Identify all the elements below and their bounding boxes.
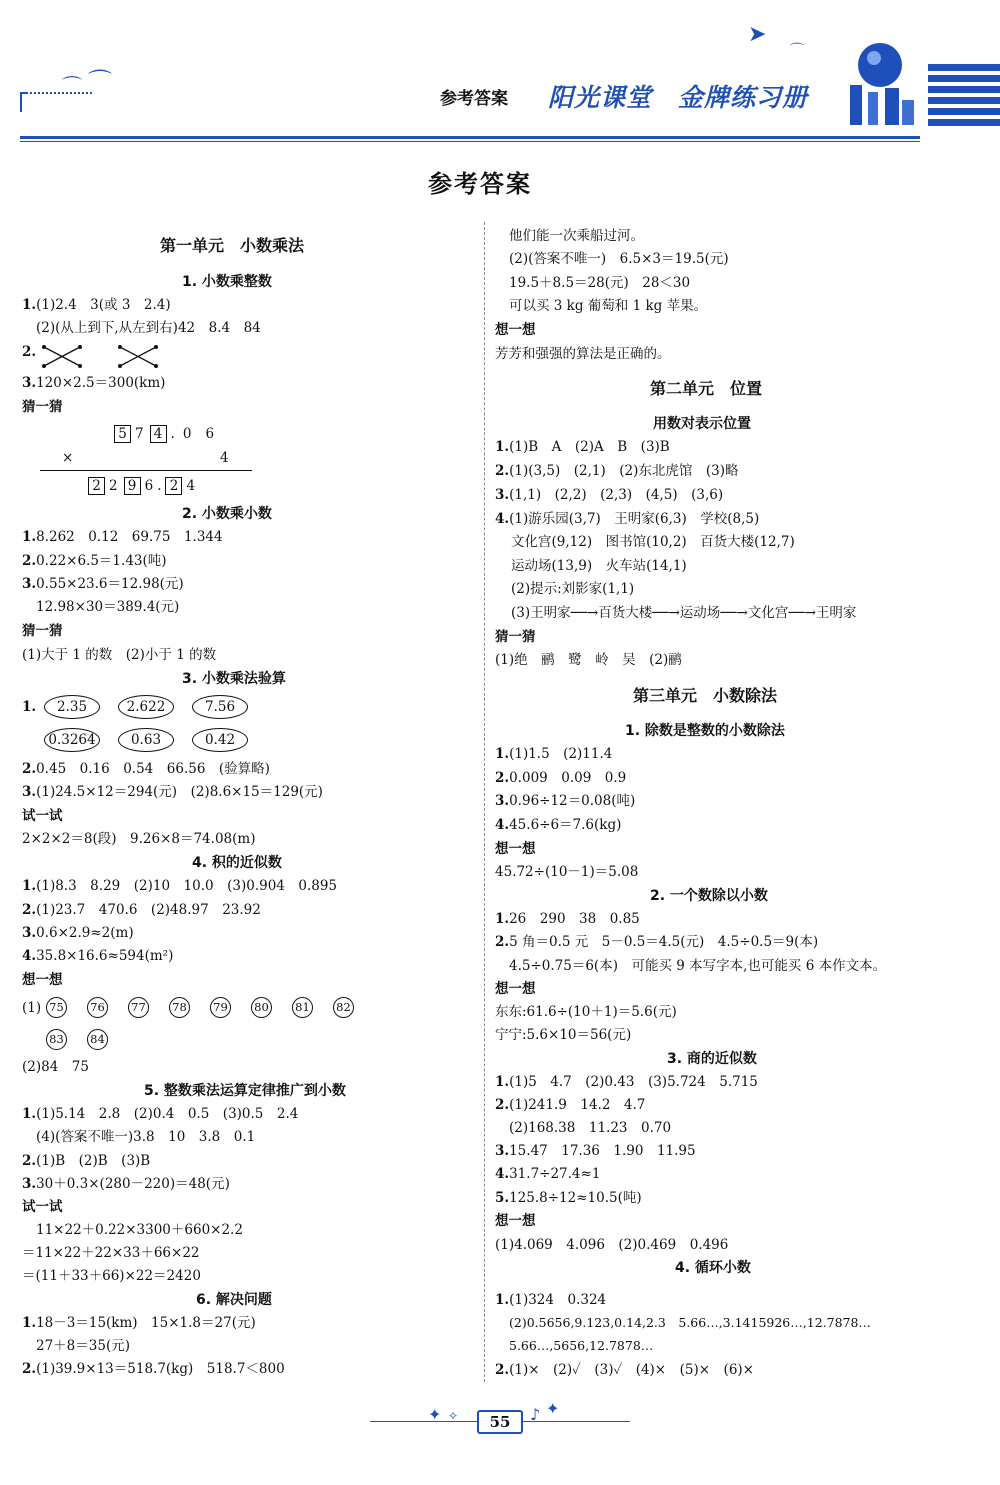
answer-line: ＝(11＋33＋66)×22＝2420	[22, 1268, 201, 1284]
answer-line: 19.5＋8.5＝28(元) 28＜30	[509, 275, 691, 291]
answer-line: 3.120×2.5＝300(km)	[22, 375, 166, 391]
section-title: 5. 整数乘法运算定律推广到小数	[144, 1083, 346, 1099]
header-bars	[928, 64, 1000, 142]
answer-line: 1.(1)324 0.324	[495, 1292, 607, 1308]
answer-ellipse: 2.622	[118, 695, 174, 719]
answer-line: 芳芳和强强的算法是正确的。	[495, 346, 671, 362]
page-title: 参考答案	[428, 170, 532, 198]
unit-heading: 第二单元 位置	[650, 379, 763, 398]
answer-line: 5.66…,5656,12.7878…	[509, 1338, 654, 1353]
answer-line: 27＋8＝35(元)	[36, 1338, 130, 1354]
subheading: 想一想	[495, 1213, 536, 1229]
column-divider	[484, 222, 485, 1382]
star-icon: ✧	[448, 1409, 459, 1423]
answer-line: 文化宫(9,12) 图书馆(10,2) 百货大楼(12,7)	[511, 534, 795, 550]
number-circle: 75	[46, 997, 67, 1018]
answer-line: 4.31.7÷27.4≈1	[495, 1166, 601, 1182]
answer-line: 2.(1)39.9×13＝518.7(kg) 518.7＜800	[22, 1361, 285, 1377]
answer-line: 2.5 角＝0.5 元 5－0.5＝4.5(元) 4.5÷0.5＝9(本)	[495, 934, 819, 950]
number-circle: 83	[46, 1029, 67, 1050]
subheading: 想一想	[22, 972, 63, 988]
subheading: 猜一猜	[22, 623, 63, 639]
answer-line: 他们能一次乘船过河。	[509, 228, 644, 244]
puzzle-row: 2 2 9 6 . 2 4	[88, 476, 195, 496]
bird-icon: ⌒	[62, 74, 82, 98]
answer-ellipse: 0.3264	[44, 728, 100, 752]
answer-line: (1)4.069 4.096 (2)0.469 0.496	[495, 1237, 729, 1253]
number-circle: 78	[169, 997, 190, 1018]
answer-line: (1)大于 1 的数 (2)小于 1 的数	[22, 647, 217, 663]
answer-line: 3.15.47 17.36 1.90 11.95	[495, 1143, 696, 1159]
subheading: 想一想	[495, 841, 536, 857]
header-rule	[20, 141, 920, 142]
answer-line: (1)绝 鹂 鹭 岭 吴 (2)鹂	[495, 652, 682, 668]
globe-telescope-icon	[830, 30, 920, 135]
answer-line: (2)0.5656,9.123,0.14,2.3 5.66…,3.1415926…,12.7878…	[509, 1315, 871, 1330]
answer-line: 2.0.009 0.09 0.9	[495, 770, 627, 786]
section-title: 2. 一个数除以小数	[650, 888, 768, 904]
answer-line: 1.26 290 38 0.85	[495, 911, 640, 927]
page-header	[0, 0, 1000, 150]
matching-lines	[40, 344, 170, 370]
subheading: 想一想	[495, 981, 536, 997]
answer-line: 45.72÷(10－1)＝5.08	[495, 864, 639, 880]
answer-line: (3)王明家──→百货大楼──→运动场──→文化宫──→王明家	[511, 605, 857, 621]
answer-line: (4)(答案不唯一)3.8 10 3.8 0.1	[36, 1129, 256, 1145]
section-title: 用数对表示位置	[653, 416, 751, 432]
answer-line: (1)	[22, 1000, 42, 1016]
section-title: 4. 积的近似数	[192, 855, 282, 871]
answer-line: (2)提示:刘影家(1,1)	[511, 581, 635, 597]
answer-line: 5.125.8÷12≈10.5(吨)	[495, 1190, 642, 1206]
answer-line: 1.(1)5 4.7 (2)0.43 (3)5.724 5.715	[495, 1074, 758, 1090]
answer-line: 3.(1,1) (2,2) (2,3) (4,5) (3,6)	[495, 487, 724, 503]
answer-line: 2.(1)23.7 470.6 (2)48.97 23.92	[22, 902, 261, 918]
number-circle: 76	[87, 997, 108, 1018]
answer-line: 1.(1)1.5 (2)11.4	[495, 746, 613, 762]
answer-line: 1.	[22, 699, 37, 715]
section-title: 6. 解决问题	[196, 1292, 272, 1308]
header-label: 参考答案	[440, 89, 508, 109]
paper-plane-icon: ➤	[748, 22, 767, 47]
answer-line: 宁宁:5.6×10＝56(元)	[495, 1027, 632, 1043]
number-circle: 77	[128, 997, 149, 1018]
answer-line: ＝11×22＋22×33＋66×22	[22, 1245, 200, 1261]
header-bracket	[20, 92, 26, 112]
answer-line: (2)(答案不唯一) 6.5×3＝19.5(元)	[509, 251, 729, 267]
star-icon: ✦	[546, 1399, 560, 1418]
answer-line: 2.(1)(3,5) (2,1) (2)东北虎馆 (3)略	[495, 463, 739, 479]
section-title: 3. 小数乘法验算	[182, 671, 286, 687]
answer-line: 4.5÷0.75＝6(本) 可能买 9 本写字本,也可能买 6 本作文本。	[509, 958, 887, 974]
answer-line: 2.0.45 0.16 0.54 66.56 (验算略)	[22, 761, 270, 777]
answer-line: 1.(1)8.3 8.29 (2)10 10.0 (3)0.904 0.895	[22, 878, 338, 894]
answer-ellipse: 0.42	[192, 728, 248, 752]
star-icon: ✦	[428, 1405, 442, 1424]
header-brand: 阳光课堂 金牌练习册	[548, 83, 809, 112]
answer-line: 2.(1)× (2)✓ (3)✓ (4)× (5)× (6)×	[495, 1362, 754, 1378]
answer-ellipse: 0.63	[118, 728, 174, 752]
answer-line: (2)(从上到下,从左到右)42 8.4 84	[36, 320, 261, 336]
answer-line: 运动场(13,9) 火车站(14,1)	[511, 558, 687, 574]
subheading: 想一想	[495, 322, 536, 338]
answer-ellipse: 2.35	[44, 695, 100, 719]
section-title: 2. 小数乘小数	[182, 506, 272, 522]
number-circle: 80	[251, 997, 272, 1018]
answer-line: 3.0.6×2.9≈2(m)	[22, 925, 134, 941]
number-circle: 84	[87, 1029, 108, 1050]
bird-icon: ⌒	[790, 43, 804, 59]
answer-line: 3.0.96÷12＝0.08(吨)	[495, 793, 636, 809]
page-number: 55	[477, 1410, 523, 1434]
answer-ellipse: 7.56	[192, 695, 248, 719]
puzzle-row: 5 7 4 . 0 6	[114, 424, 214, 444]
section-title: 3. 商的近似数	[667, 1051, 757, 1067]
subheading: 猜一猜	[495, 629, 536, 645]
answer-line: 3.30＋0.3×(280－220)＝48(元)	[22, 1176, 230, 1192]
unit-heading: 第一单元 小数乘法	[160, 236, 305, 255]
answer-line: 东东:61.6÷(10＋1)＝5.6(元)	[495, 1004, 677, 1020]
page-footer	[370, 1399, 630, 1435]
number-circle: 82	[333, 997, 354, 1018]
answer-line: (2)168.38 11.23 0.70	[509, 1120, 672, 1136]
answer-line: 11×22＋0.22×3300＋660×2.2	[36, 1222, 243, 1238]
subheading: 猜一猜	[22, 399, 63, 415]
music-note-icon: ♪	[530, 1405, 541, 1424]
answer-line: 1.18－3＝15(km) 15×1.8＝27(元)	[22, 1315, 256, 1331]
answer-line: 1.(1)2.4 3(或 3 2.4)	[22, 297, 171, 313]
answer-line: 3.0.55×23.6＝12.98(元)	[22, 576, 184, 592]
subheading: 试一试	[22, 808, 63, 824]
unit-heading: 第三单元 小数除法	[633, 686, 778, 705]
answer-line: 4.(1)游乐园(3,7) 王明家(6,3) 学校(8,5)	[495, 511, 760, 527]
puzzle-rule	[40, 470, 252, 471]
number-circle: 79	[210, 997, 231, 1018]
header-rule	[20, 136, 920, 139]
answer-line: 12.98×30＝389.4(元)	[36, 599, 180, 615]
answer-line: 1.8.262 0.12 69.75 1.344	[22, 529, 223, 545]
answer-line: (2)84 75	[22, 1059, 89, 1075]
number-circle: 81	[292, 997, 313, 1018]
answer-line: 2.	[22, 344, 37, 360]
answer-line: 可以买 3 kg 葡萄和 1 kg 苹果。	[509, 298, 708, 314]
answer-line: 1.(1)5.14 2.8 (2)0.4 0.5 (3)0.5 2.4	[22, 1106, 299, 1122]
subheading: 试一试	[22, 1199, 63, 1215]
puzzle-multiplier: 4	[220, 450, 229, 466]
puzzle-times: ×	[62, 450, 74, 466]
answer-line: 2×2×2＝8(段) 9.26×8＝74.08(m)	[22, 831, 256, 847]
answer-line: 2.(1)B (2)B (3)B	[22, 1153, 151, 1169]
section-title: 1. 小数乘整数	[182, 274, 272, 290]
section-title: 4. 循环小数	[675, 1260, 751, 1276]
header-dots	[22, 92, 92, 94]
bird-icon: ⌒	[88, 68, 112, 96]
answer-line: 4.45.6÷6＝7.6(kg)	[495, 817, 622, 833]
answer-line: 2.0.22×6.5＝1.43(吨)	[22, 553, 167, 569]
answer-line: 1.(1)B A (2)A B (3)B	[495, 439, 670, 455]
answer-line: 4.35.8×16.6≈594(m²)	[22, 948, 174, 964]
section-title: 1. 除数是整数的小数除法	[625, 723, 785, 739]
answer-line: 3.(1)24.5×12＝294(元) (2)8.6×15＝129(元)	[22, 784, 323, 800]
answer-line: 2.(1)241.9 14.2 4.7	[495, 1097, 646, 1113]
